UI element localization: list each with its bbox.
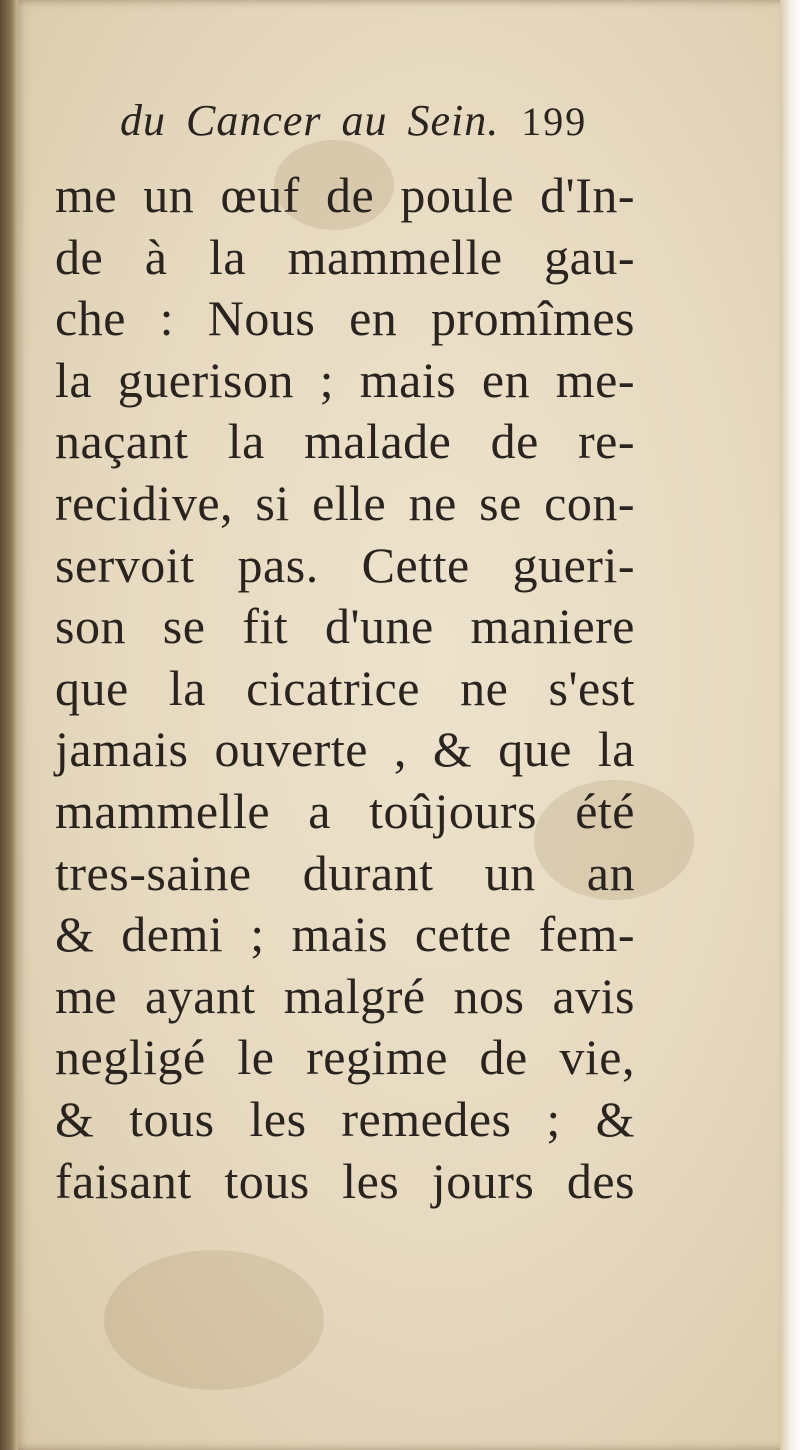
- text-line: son se fit d'une maniere: [55, 598, 635, 655]
- page-number: 199: [521, 99, 588, 144]
- text-block: [55, 95, 655, 1212]
- text-line: de à la mammelle gau-: [55, 228, 635, 285]
- running-head-title: du Cancer au Sein.: [120, 96, 500, 145]
- running-head: [120, 95, 655, 165]
- text-line: la guerison ; mais en me-: [55, 351, 635, 408]
- text-line: che : Nous en promîmes: [55, 290, 635, 347]
- binding-gutter: [0, 0, 18, 1450]
- text-line: negligé le regime de vie,: [55, 1029, 635, 1086]
- text-line: me un œuf de poule d'In-: [55, 167, 635, 223]
- text-line: mammelle a toûjours été: [55, 782, 635, 839]
- text-line: faisant tous les jours des: [55, 1152, 635, 1209]
- text-line: & tous les remedes ; &: [55, 1090, 635, 1147]
- text-line: jamais ouverte , & que la: [55, 721, 635, 778]
- foxing-spot: [104, 1250, 324, 1390]
- text-line: servoit pas. Cette gueri-: [55, 536, 635, 593]
- body-text: [55, 165, 655, 1212]
- page-edge: [780, 0, 800, 1450]
- text-line: naçant la malade de re-: [55, 413, 635, 470]
- text-line: me ayant malgré nos avis: [55, 967, 635, 1024]
- text-line: tres-saine durant un an: [55, 844, 635, 901]
- text-line: recidive, si elle ne se con-: [55, 474, 635, 531]
- text-line: que la cicatrice ne s'est: [55, 659, 635, 716]
- text-line: & demi ; mais cette fem-: [55, 906, 635, 963]
